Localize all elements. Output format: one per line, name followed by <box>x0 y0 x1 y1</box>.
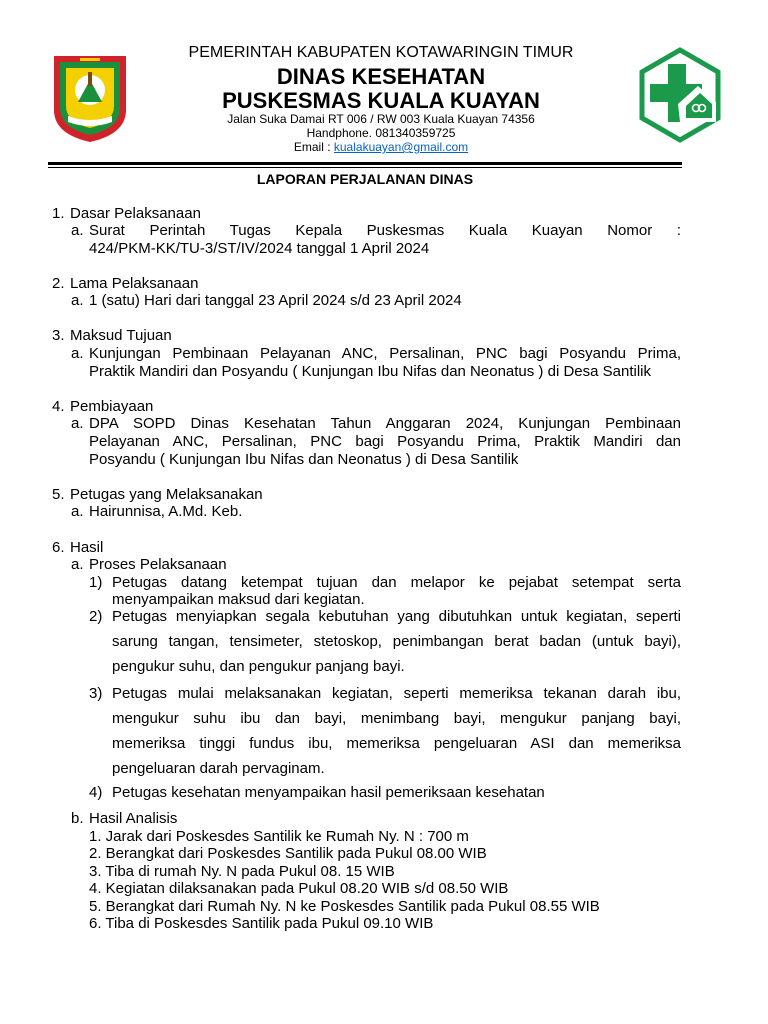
section-1-a-line-1: Surat Perintah Tugas Kepala Puskesmas Kuala Kuayan Nomor : <box>89 222 681 239</box>
section-2-label: Lama Pelaksanaan <box>70 275 199 292</box>
process-3-line-4: pengeluaran darah pervaginam. <box>112 760 325 777</box>
report-title: LAPORAN PERJALANAN DINAS <box>256 171 474 187</box>
puskesmas-logo-icon <box>636 46 724 144</box>
letterhead-address: Jalan Suka Damai RT 006 / RW 003 Kuala Kuayan 74356 <box>227 112 535 126</box>
letterhead-phone: Handphone. 081340359725 <box>306 126 456 140</box>
section-3-a-marker: a. <box>71 345 84 362</box>
letterhead-email-line <box>140 141 622 153</box>
section-4-label: Pembiayaan <box>70 398 154 415</box>
process-2-line-2: sarung tangan, tensimeter, stetoskop, penimbangan berat badan (untuk bayi), <box>112 633 681 650</box>
analysis-item: 4. Kegiatan dilaksanakan pada Pukul 08.20 WIB s/d 08.50 WIB <box>89 880 509 897</box>
analysis-item: 6. Tiba di Poskesdes Santilik pada Pukul 09.10 WIB <box>89 915 434 932</box>
section-5-number: 5. <box>52 486 65 503</box>
process-1-line-1: Petugas datang ketempat tujuan dan melapor ke pejabat setempat serta <box>112 574 681 591</box>
section-1-label: Dasar Pelaksanaan <box>70 205 201 222</box>
letterhead-puskesmas: PUSKESMAS KUALA KUAYAN <box>222 88 540 113</box>
process-2-number: 2) <box>89 608 103 625</box>
section-4-a-line-2: Pelayanan ANC, Persalinan, PNC bagi Posyandu Prima, Praktik Mandiri dan <box>89 433 681 450</box>
section-4-a-line-1: DPA SOPD Dinas Kesehatan Tahun Anggaran 2024, Kunjungan Pembinaan <box>89 415 681 432</box>
process-3-number: 3) <box>89 685 103 702</box>
section-2-a-line-1: 1 (satu) Hari dari tanggal 23 April 2024 s/d 23 April 2024 <box>89 292 462 309</box>
letterhead-department: DINAS KESEHATAN <box>276 64 486 89</box>
section-1-a-marker: a. <box>71 222 84 239</box>
section-3-number: 3. <box>52 327 65 344</box>
process-1-line-2: menyampaikan maksud dari kegiatan. <box>112 591 365 608</box>
analysis-item: 1. Jarak dari Poskesdes Santilik ke Rumah Ny. N : 700 m <box>89 828 469 845</box>
process-4-line-1: Petugas kesehatan menyampaikan hasil pemeriksaan kesehatan <box>112 784 545 801</box>
process-1-number: 1) <box>89 574 103 591</box>
section-1-a-line-2: 424/PKM-KK/TU-3/ST/IV/2024 tanggal 1 April 2024 <box>89 240 430 257</box>
process-2-line-1: Petugas menyiapkan segala kebutuhan yang dibutuhkan untuk kegiatan, seperti <box>112 608 681 625</box>
section-5-a-marker: a. <box>71 503 84 520</box>
email-link[interactable]: kualakuayan@gmail.com <box>333 140 469 154</box>
analysis-item: 5. Berangkat dari Rumah Ny. N ke Poskesdes Santilik pada Pukul 08.55 WIB <box>89 898 600 915</box>
email-label: Email : <box>293 140 334 154</box>
section-3-label: Maksud Tujuan <box>70 327 172 344</box>
process-3-line-1: Petugas mulai melaksanakan kegiatan, seperti memeriksa tekanan darah ibu, <box>112 685 681 702</box>
section-6-number: 6. <box>52 539 65 556</box>
process-3-line-2: mengukur suhu ibu dan bayi, menimbang bayi, mengukur panjang bayi, <box>112 710 681 727</box>
section-6-b-marker: b. <box>71 810 84 827</box>
section-6-label: Hasil <box>70 539 104 556</box>
process-3-line-3: memeriksa tinggi fundus ibu, memeriksa pengeluaran ASI dan memeriksa <box>112 735 681 752</box>
process-4-number: 4) <box>89 784 103 801</box>
analysis-item: 3. Tiba di rumah Ny. N pada Pukul 08. 15 WIB <box>89 863 395 880</box>
section-5-label: Petugas yang Melaksanakan <box>70 486 263 503</box>
section-4-a-line-3: Posyandu ( Kunjungan Ibu Nifas dan Neonatus ) di Desa Santilik <box>89 451 519 468</box>
analysis-item: 2. Berangkat dari Poskesdes Santilik pada Pukul 08.00 WIB <box>89 845 487 862</box>
section-2-number: 2. <box>52 275 65 292</box>
section-4-a-marker: a. <box>71 415 84 432</box>
section-4-number: 4. <box>52 398 65 415</box>
letterhead-rule-thick <box>48 162 682 165</box>
section-3-a-line-1: Kunjungan Pembinaan Pelayanan ANC, Persalinan, PNC bagi Posyandu Prima, <box>89 345 681 362</box>
section-6-a-marker: a. <box>71 556 84 573</box>
section-2-a-marker: a. <box>71 292 84 309</box>
section-3-a-line-2: Praktik Mandiri dan Posyandu ( Kunjungan Ibu Nifas dan Neonatus ) di Desa Santilik <box>89 363 651 380</box>
section-6-a-label: Proses Pelaksanaan <box>89 556 227 573</box>
section-5-a-line-1: Hairunnisa, A.Md. Keb. <box>89 503 243 520</box>
section-1-number: 1. <box>52 205 65 222</box>
letterhead-government: PEMERINTAH KABUPATEN KOTAWARINGIN TIMUR <box>188 44 574 61</box>
process-2-line-3: pengukur suhu, dan pengukur panjang bayi. <box>112 658 405 675</box>
section-6-b-label: Hasil Analisis <box>89 810 178 827</box>
regency-emblem-icon <box>50 50 130 145</box>
letterhead-rule-thin <box>48 167 682 168</box>
